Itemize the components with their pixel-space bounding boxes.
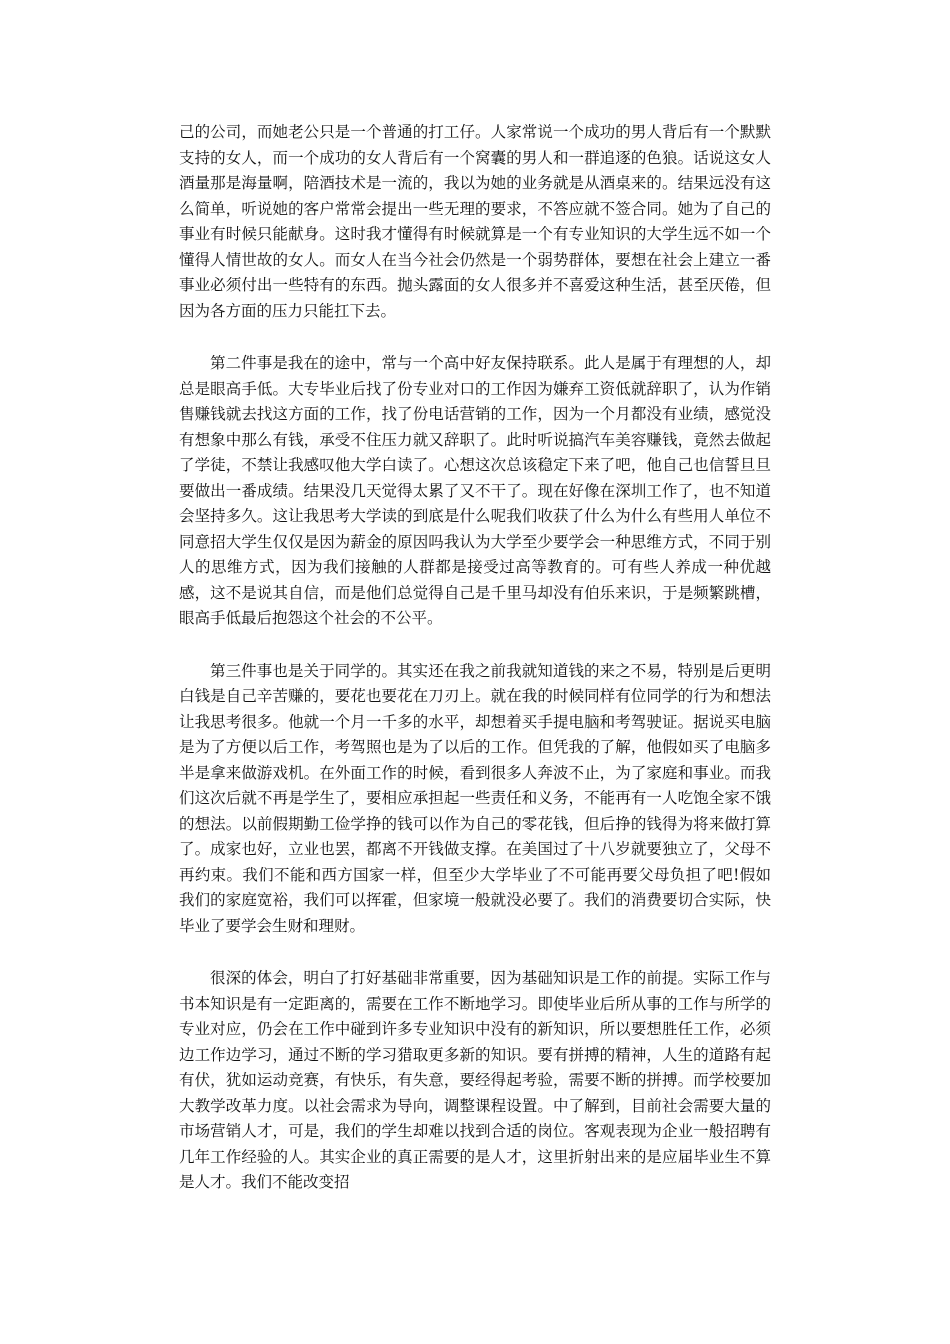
paragraph-1: 己的公司，而她老公只是一个普通的打工仔。人家常说一个成功的男人背后有一个默默支持的女人，而一个成功的女人背后有一个窝囊的男人和一群追逐的色狼。话说这女人酒量那是海量啊，陪酒技术是一流的，我以为她的业务就是从酒桌来的。结果远没有这么简单，听说她的客户常常会提出一些无理的要求，不答应就不签合同。她为了自己的事业有时候只能献身。这时我才懂得有时候就算是一个有专业知识的大学生远不如一个懂得人情世故的女人。而女人在当今社会仍然是一个弱势群体，要想在社会上建立一番事业必须付出一些特有的东西。抛头露面的女人很多并不喜爱这种生活，甚至厌倦，但因为各方面的压力只能扛下去。 (179, 123, 771, 320)
paragraph-3: 第三件事也是关于同学的。其实还在我之前我就知道钱的来之不易，特别是后更明白钱是自己辛苦赚的，要花也要花在刀刃上。就在我的时候同样有位同学的行为和想法让我思考很多。他就一个月一千多的水平，却想着买手提电脑和考驾驶证。据说买电脑是为了方便以后工作，考驾照也是为了以后的工作。但凭我的了解，他假如买了电脑多半是拿来做游戏机。在外面工作的时候，看到很多人奔波不止，为了家庭和事业。而我们这次后就不再是学生了，要相应承担起一些责任和义务，不能再有一人吃饱全家不饿的想法。以前假期勤工俭学挣的钱可以作为自己的零花钱，但后挣的钱得为将来做打算了。成家也好，立业也罢，都离不开钱做支撑。在美国过了十八岁就要独立了，父母不再约束。我们不能和西方国家一样，但至少大学毕业了不可能再要父母负担了吧!假如我们的家庭宽裕，我们可以挥霍，但家境一般就没必要了。我们的消费要切合实际，快毕业了要学会生财和理财。 (179, 661, 771, 935)
document-body (179, 120, 771, 1223)
paragraph-2: 第二件事是我在的途中，常与一个高中好友保持联系。此人是属于有理想的人，却总是眼高手低。大专毕业后找了份专业对口的工作因为嫌弃工资低就辞职了，认为作销售赚钱就去找这方面的工作，找了份电话营销的工作，因为一个月都没有业绩，感觉没有想象中那么有钱，承受不住压力就又辞职了。此时听说搞汽车美容赚钱，竟然去做起了学徒，不禁让我感叹他大学白读了。心想这次总该稳定下来了吧，他自己也信誓旦旦要做出一番成绩。结果没几天觉得太累了又不干了。现在好像在深圳工作了，也不知道会坚持多久。这让我思考大学读的到底是什么呢我们收获了什么为什么有些用人单位不同意招大学生仅仅是因为薪金的原因吗我认为大学至少要学会一种思维方式，不同于别人的思维方式，因为我们接触的人群都是接受过高等教育的。可有些人养成一种优越感，这不是说其自信，而是他们总觉得自己是千里马却没有伯乐来识，于是频繁跳槽，眼高手低最后抱怨这个社会的不公平。 (179, 354, 771, 627)
paragraph-4: 很深的体会，明白了打好基础非常重要，因为基础知识是工作的前提。实际工作与书本知识是有一定距离的，需要在工作不断地学习。即使毕业后所从事的工作与所学的专业对应，仍会在工作中碰到许多专业知识中没有的新知识，所以要想胜任工作，必须边工作边学习，通过不断的学习猎取更多新的知识。要有拼搏的精神，人生的道路有起有伏，犹如运动竞赛，有快乐，有失意，要经得起考验，需要不断的拼搏。而学校要加大教学改革力度。以社会需求为导向，调整课程设置。中了解到，目前社会需要大量的市场营销人才，可是，我们的学生却难以找到合适的岗位。客观表现为企业一般招聘有几年工作经验的人。其实企业的真正需要的是人才，这里折射出来的是应届毕业生不算是人才。我们不能改变招 (179, 969, 771, 1191)
